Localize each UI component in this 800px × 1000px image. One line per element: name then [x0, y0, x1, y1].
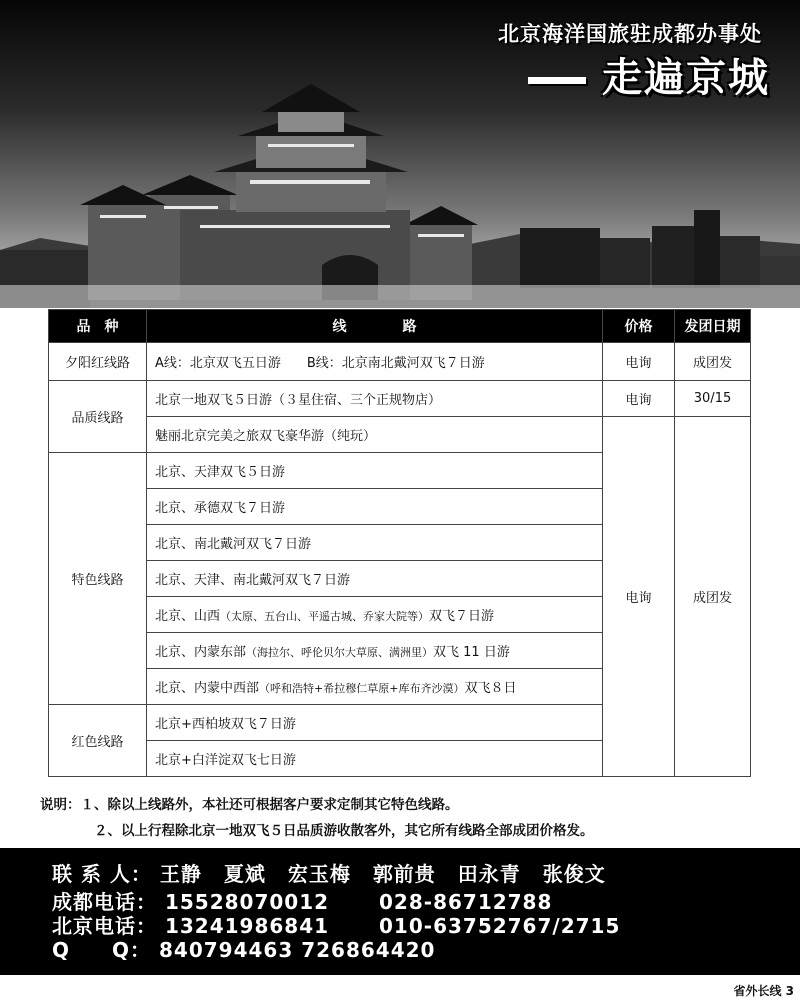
- contact-person: 王静: [159, 862, 202, 886]
- route-cell: 北京、天津双飞５日游: [147, 453, 603, 489]
- route-cell: A线：北京双飞五日游 B线：北京南北戴河双飞７日游: [147, 343, 603, 381]
- route-cell: 北京+白洋淀双飞七日游: [147, 741, 603, 777]
- route-cell: 魅丽北京完美之旅双飞豪华游（纯玩）: [147, 417, 603, 453]
- beijing-mobile: 13241986841: [164, 914, 330, 938]
- header-departure: 发团日期: [675, 310, 751, 343]
- slogan: [528, 46, 770, 103]
- route-cell: [147, 669, 603, 705]
- contact-person: 田永青: [457, 862, 521, 886]
- beijing-label: 北京电话：: [52, 914, 157, 938]
- route-main: 北京、内蒙中西部: [155, 681, 260, 696]
- route-tail: 双飞７日游: [429, 609, 495, 624]
- category-cell: 夕阳红线路: [49, 343, 147, 381]
- slogan-text: 走遍京城: [602, 55, 770, 101]
- route-main: 北京、山西: [155, 609, 221, 624]
- contact-people-row: [52, 858, 606, 887]
- qq-numbers: 840794463 726864420: [158, 938, 436, 962]
- route-detail: （太原、五台山、平遥古城、乔家大院等）: [220, 610, 430, 623]
- route-cell: 北京、天津、南北戴河双飞７日游: [147, 561, 603, 597]
- contact-person: 宏玉梅: [287, 862, 351, 886]
- chengdu-phone: 028-86712788: [379, 890, 553, 914]
- route-cell: 北京、承德双飞７日游: [147, 489, 603, 525]
- price-cell: 电询: [603, 417, 675, 777]
- route-tail: 双飞 11 日游: [433, 645, 510, 660]
- route-detail: （海拉尔、呼伦贝尔大草原、满洲里）: [246, 646, 434, 659]
- table-row: [49, 381, 751, 417]
- contact-person: 郭前贵: [372, 862, 436, 886]
- beijing-phone: 010-63752767/2715: [379, 914, 621, 938]
- table-header-row: [49, 310, 751, 343]
- contact-person: 张俊文: [542, 862, 606, 886]
- table-row: [49, 343, 751, 381]
- notes: [40, 792, 594, 844]
- route-detail: （呼和浩特+希拉穆仁草原+库布齐沙漠）: [259, 682, 465, 695]
- price-cell: 电询: [603, 343, 675, 381]
- category-cell: 特色线路: [49, 453, 147, 705]
- qq-row: [52, 934, 435, 963]
- note-line-1: 说明：１、除以上线路外，本社还可根据客户要求定制其它特色线路。: [40, 797, 459, 813]
- page-footer: 省外长线 3: [733, 984, 794, 998]
- price-cell: 电询: [603, 381, 675, 417]
- route-cell: [147, 633, 603, 669]
- qq-label: Q Q：: [52, 938, 152, 962]
- route-cell: 北京一地双飞５日游（３星住宿、三个正规物店）: [147, 381, 603, 417]
- chengdu-mobile: 15528070012: [164, 890, 330, 914]
- people-label: 联 系 人：: [52, 862, 152, 886]
- route-main: 北京、内蒙东部: [155, 645, 247, 660]
- route-cell: [147, 597, 603, 633]
- banner: [0, 0, 800, 308]
- route-table: [48, 309, 751, 777]
- departure-cell: 成团发: [675, 343, 751, 381]
- departure-cell: 成团发: [675, 417, 751, 777]
- slogan-dash: [528, 77, 586, 84]
- header-price: 价格: [603, 310, 675, 343]
- company-name: 北京海洋国旅驻成都办事处: [498, 22, 762, 46]
- contact-bar: [0, 848, 800, 975]
- chengdu-label: 成都电话：: [52, 890, 157, 914]
- departure-cell: 30/15: [675, 381, 751, 417]
- header-category: 品 种: [49, 310, 147, 343]
- note-line-2: ２、以上行程除北京一地双飞５日品质游收散客外，其它所有线路全部成团价格发。: [94, 823, 594, 839]
- route-tail: 双飞８日: [464, 681, 517, 696]
- table-row: [49, 417, 751, 453]
- route-cell: 北京+西柏坡双飞７日游: [147, 705, 603, 741]
- contact-person: 夏斌: [223, 862, 266, 886]
- category-cell: 品质线路: [49, 381, 147, 453]
- header-route: 线 路: [147, 310, 603, 343]
- category-cell: 红色线路: [49, 705, 147, 777]
- route-cell: 北京、南北戴河双飞７日游: [147, 525, 603, 561]
